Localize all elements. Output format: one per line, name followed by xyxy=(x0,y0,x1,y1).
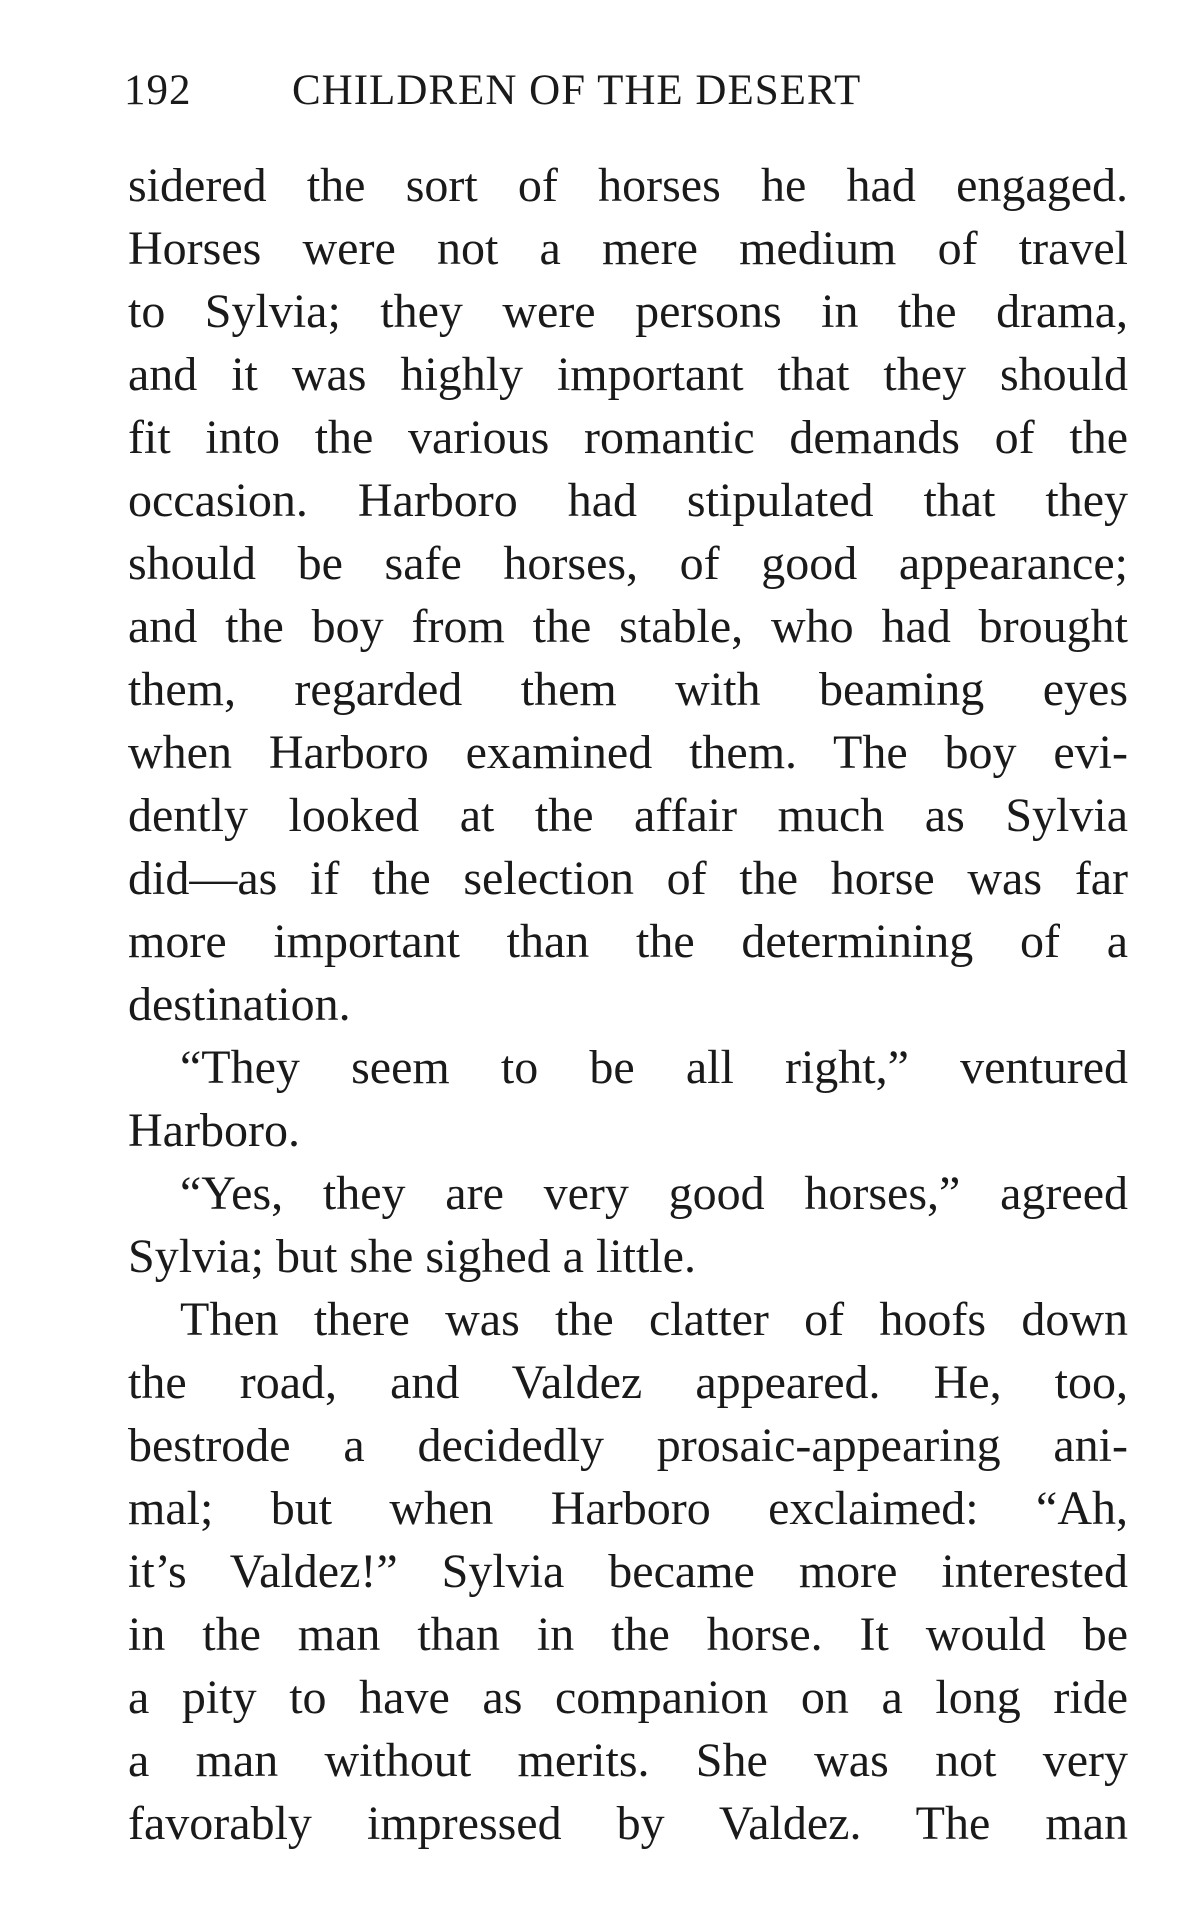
text-line: them, regarded them with beaming eyes xyxy=(128,663,1128,716)
text-line: sidered the sort of horses he had engaged. xyxy=(128,159,1128,212)
text-line: Harboro. xyxy=(128,1104,300,1157)
text-line: a man without merits. She was not very xyxy=(128,1734,1128,1787)
page-header xyxy=(124,66,954,116)
text-line: dently looked at the affair much as Sylvia xyxy=(128,789,1128,842)
text-line: to Sylvia; they were persons in the drama, xyxy=(128,285,1128,338)
running-title: CHILDREN OF THE DESERT xyxy=(292,67,862,114)
text-line: Sylvia; but she sighed a little. xyxy=(128,1230,696,1283)
text-line: when Harboro examined them. The boy evi- xyxy=(128,726,1128,779)
text-line: bestrode a decidedly prosaic-appearing ani- xyxy=(128,1419,1128,1472)
body-text xyxy=(128,154,1128,1855)
text-line: and the boy from the stable, who had brought xyxy=(128,600,1128,653)
text-line: should be safe horses, of good appearance; xyxy=(128,537,1128,590)
text-line: favorably impressed by Valdez. The man xyxy=(128,1797,1128,1850)
text-line: it’s Valdez!” Sylvia became more interested xyxy=(128,1545,1128,1598)
text-line: mal; but when Harboro exclaimed: “Ah, xyxy=(128,1482,1128,1535)
text-line: destination. xyxy=(128,978,351,1031)
text-line: Horses were not a mere medium of travel xyxy=(128,222,1128,275)
text-line: more important than the determining of a xyxy=(128,915,1128,968)
page-number: 192 xyxy=(124,67,192,114)
text-line: in the man than in the horse. It would be xyxy=(128,1608,1128,1661)
text-line: Then there was the clatter of hoofs down xyxy=(180,1293,1128,1346)
text-line: did—as if the selection of the horse was far xyxy=(128,852,1128,905)
text-line: “They seem to be all right,” ventured xyxy=(180,1041,1128,1094)
text-line: the road, and Valdez appeared. He, too, xyxy=(128,1356,1128,1409)
text-line: a pity to have as companion on a long ride xyxy=(128,1671,1128,1724)
text-line: “Yes, they are very good horses,” agreed xyxy=(180,1167,1128,1220)
text-line: occasion. Harboro had stipulated that they xyxy=(128,474,1128,527)
text-line: and it was highly important that they should xyxy=(128,348,1128,401)
text-line: fit into the various romantic demands of the xyxy=(128,411,1128,464)
